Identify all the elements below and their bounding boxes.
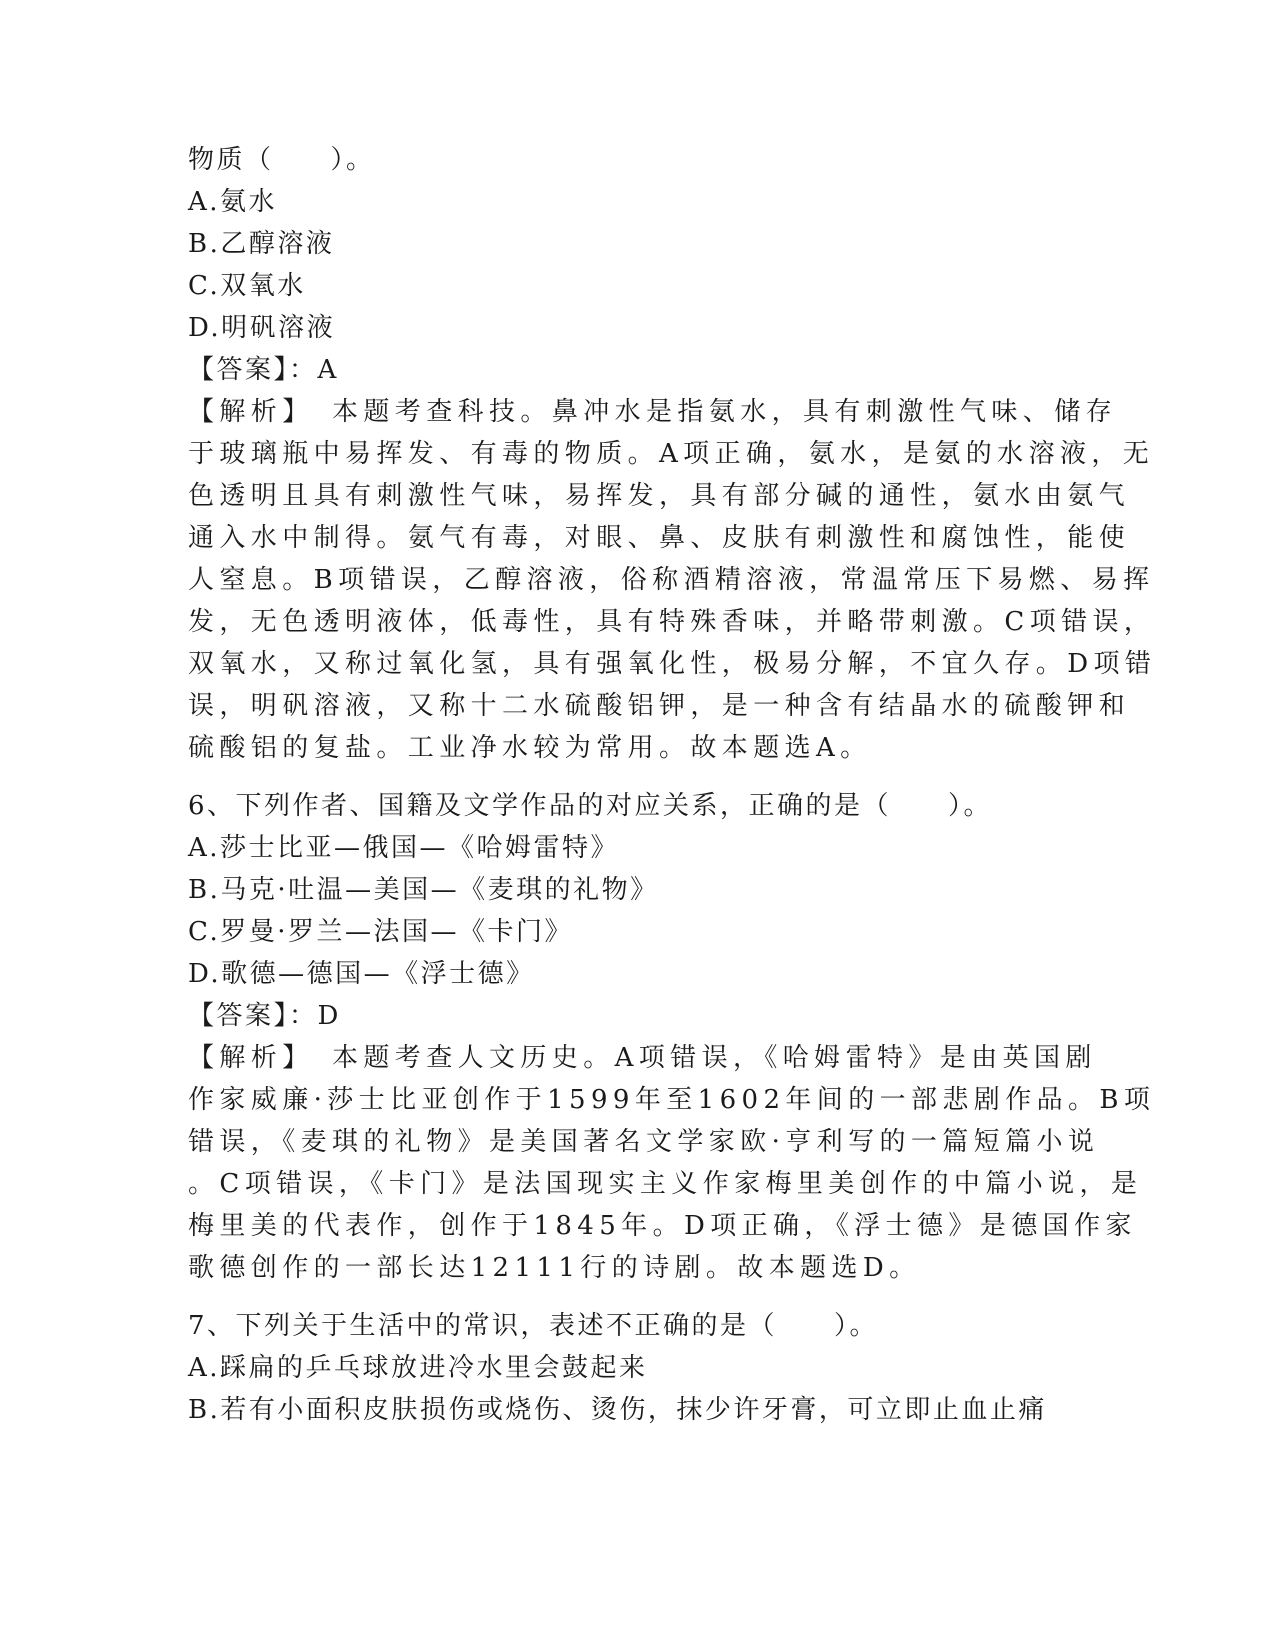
q6-analysis-line: 作家威廉·莎士比亚创作于1599年至1602年间的一部悲剧作品。B项 xyxy=(188,1085,1156,1115)
q6-option-c: C.罗曼·罗兰—法国—《卡门》 xyxy=(188,917,573,947)
q7-stem: 7、下列关于生活中的常识，表述不正确的是（ ）。 xyxy=(188,1311,879,1341)
q5-stem-tail: 物质（ ）。 xyxy=(188,145,375,175)
q5-option-b: B.乙醇溶液 xyxy=(188,229,335,259)
q6-option-d: D.歌德—德国—《浮士德》 xyxy=(188,959,535,989)
q6-option-a: A.莎士比亚—俄国—《哈姆雷特》 xyxy=(188,833,620,863)
q6-analysis-line: 。C项错误，《卡门》是法国现实主义作家梅里美创作的中篇小说，是 xyxy=(188,1169,1143,1199)
q7-option-b: B.若有小面积皮肤损伤或烧伤、烫伤，抹少许牙膏，可立即止血止痛 xyxy=(188,1395,1047,1425)
q5-analysis-line: 误，明矾溶液，又称十二水硫酸铝钾，是一种含有结晶水的硫酸钾和 xyxy=(188,691,1131,721)
q5-option-c: C.双氧水 xyxy=(188,271,306,301)
q5-analysis-line: 于玻璃瓶中易挥发、有毒的物质。A项正确，氨水，是氨的水溶液，无 xyxy=(188,439,1155,469)
q5-analysis-line: 色透明且具有刺激性气味，易挥发，具有部分碱的通性，氨水由氨气 xyxy=(188,481,1131,511)
q5-analysis-line: 【解析】 本题考查科技。鼻冲水是指氨水，具有刺激性气味、储存 xyxy=(188,397,1118,427)
q5-analysis-line: 人窒息。B项错误，乙醇溶液，俗称酒精溶液，常温常压下易燃、易挥 xyxy=(188,565,1155,595)
q7-option-a: A.踩扁的乒乓球放进冷水里会鼓起来 xyxy=(188,1353,648,1383)
q6-analysis-line: 【解析】 本题考查人文历史。A项错误，《哈姆雷特》是由英国剧 xyxy=(188,1043,1097,1073)
q5-analysis-line: 发，无色透明液体，低毒性，具有特殊香味，并略带刺激。C项错误， xyxy=(188,607,1156,637)
q5-analysis-line: 硫酸铝的复盐。工业净水较为常用。故本题选A。 xyxy=(188,733,872,763)
q5-answer: 【答案】：A xyxy=(188,355,339,385)
q5-option-d: D.明矾溶液 xyxy=(188,313,336,343)
q5-option-a: A.氨水 xyxy=(188,187,278,217)
q6-analysis-line: 梅里美的代表作，创作于1845年。D项正确，《浮士德》是德国作家 xyxy=(188,1211,1137,1241)
q6-analysis-line: 歌德创作的一部长达12111行的诗剧。故本题选D。 xyxy=(188,1253,921,1283)
q6-stem: 6、下列作者、国籍及文学作品的对应关系，正确的是（ ）。 xyxy=(188,791,993,821)
q6-analysis-line: 错误，《麦琪的礼物》是美国著名文学家欧·亨利写的一篇短篇小说 xyxy=(188,1127,1100,1157)
q5-analysis-line: 双氧水，又称过氧化氢，具有强氧化性，极易分解，不宜久存。D项错 xyxy=(188,649,1157,679)
q6-answer: 【答案】：D xyxy=(188,1001,341,1031)
q6-option-b: B.马克·吐温—美国—《麦琪的礼物》 xyxy=(188,875,659,905)
q5-analysis-line: 通入水中制得。氨气有毒，对眼、鼻、皮肤有刺激性和腐蚀性，能使 xyxy=(188,523,1131,553)
